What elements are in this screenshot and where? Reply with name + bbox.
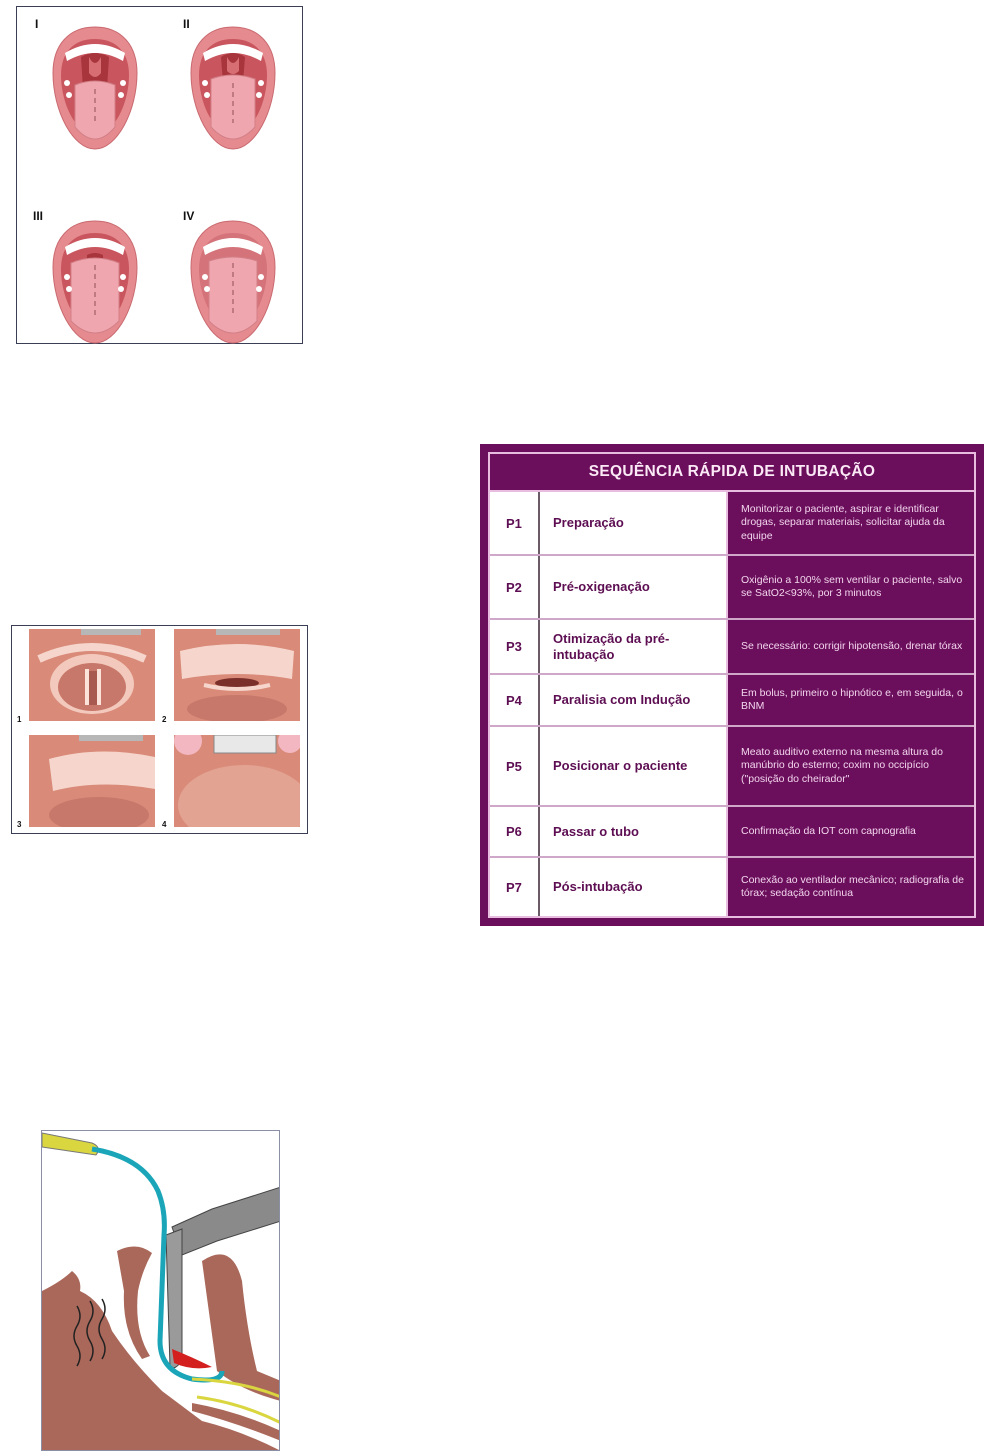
step-name: Otimização da pré-intubação <box>540 620 728 673</box>
step-code: P6 <box>490 807 540 856</box>
cormack-grade-label: 3 <box>17 820 22 829</box>
mallampati-figure <box>16 6 303 344</box>
mallampati-panel-1 <box>31 11 161 161</box>
cormack-panel-4 <box>174 735 300 827</box>
table-row <box>490 675 974 727</box>
larynx-grade-4-icon <box>174 735 300 827</box>
table-row <box>490 556 974 620</box>
table-row <box>490 492 974 556</box>
step-description: Se necessário: corrigir hipotensão, drenar tórax <box>728 620 974 673</box>
table-title: SEQUÊNCIA RÁPIDA DE INTUBAÇÃO <box>490 454 974 492</box>
cormack-grade-label: 4 <box>162 820 167 829</box>
larynx-grade-3-icon <box>29 735 155 827</box>
rapid-sequence-intubation-table <box>480 444 984 926</box>
step-name: Passar o tubo <box>540 807 728 856</box>
mallampati-label: IV <box>183 209 195 223</box>
cormack-panel-3 <box>29 735 155 827</box>
intubation-sagittal-icon <box>42 1131 280 1451</box>
step-code: P2 <box>490 556 540 618</box>
step-code: P1 <box>490 492 540 554</box>
cormack-grade-label: 2 <box>162 715 167 724</box>
step-description: Confirmação da IOT com capnografia <box>728 807 974 856</box>
step-description: Conexão ao ventilador mecânico; radiografia de tórax; sedação contínua <box>728 858 974 916</box>
mallampati-panel-2 <box>169 11 299 161</box>
mallampati-label: I <box>35 17 39 31</box>
step-description: Monitorizar o paciente, aspirar e identificar drogas, separar materiais, solicitar ajuda da equipe <box>728 492 974 554</box>
mouth-class-4-icon <box>189 217 277 345</box>
table-row <box>490 620 974 675</box>
step-name: Posicionar o paciente <box>540 727 728 805</box>
cormack-panel-2 <box>174 629 300 721</box>
table-row <box>490 858 974 916</box>
mallampati-label: III <box>33 209 44 223</box>
table-row <box>490 807 974 858</box>
step-code: P3 <box>490 620 540 673</box>
intubation-illustration <box>41 1130 280 1451</box>
step-description: Meato auditivo externo na mesma altura do manúbrio do esterno; coxim no occipício ("posição do cheirador" <box>728 727 974 805</box>
cormack-panel-1 <box>29 629 155 721</box>
larynx-grade-2-icon <box>174 629 300 721</box>
mallampati-label: II <box>183 17 190 31</box>
step-code: P7 <box>490 858 540 916</box>
mallampati-panel-4 <box>169 199 299 349</box>
cormack-grade-label: 1 <box>17 715 22 724</box>
table-row <box>490 727 974 807</box>
cormack-lehane-figure <box>11 625 308 834</box>
step-name: Pré-oxigenação <box>540 556 728 618</box>
mouth-class-2-icon <box>189 23 277 151</box>
step-name: Paralisia com Indução <box>540 675 728 725</box>
mouth-class-3-icon <box>51 217 139 345</box>
step-name: Pós-intubação <box>540 858 728 916</box>
step-code: P5 <box>490 727 540 805</box>
step-description: Em bolus, primeiro o hipnótico e, em seguida, o BNM <box>728 675 974 725</box>
larynx-grade-1-icon <box>29 629 155 721</box>
mouth-class-1-icon <box>51 23 139 151</box>
step-description: Oxigênio a 100% sem ventilar o paciente, salvo se SatO2<93%, por 3 minutos <box>728 556 974 618</box>
table-frame <box>488 452 976 918</box>
step-name: Preparação <box>540 492 728 554</box>
mallampati-panel-3 <box>31 199 161 349</box>
step-code: P4 <box>490 675 540 725</box>
